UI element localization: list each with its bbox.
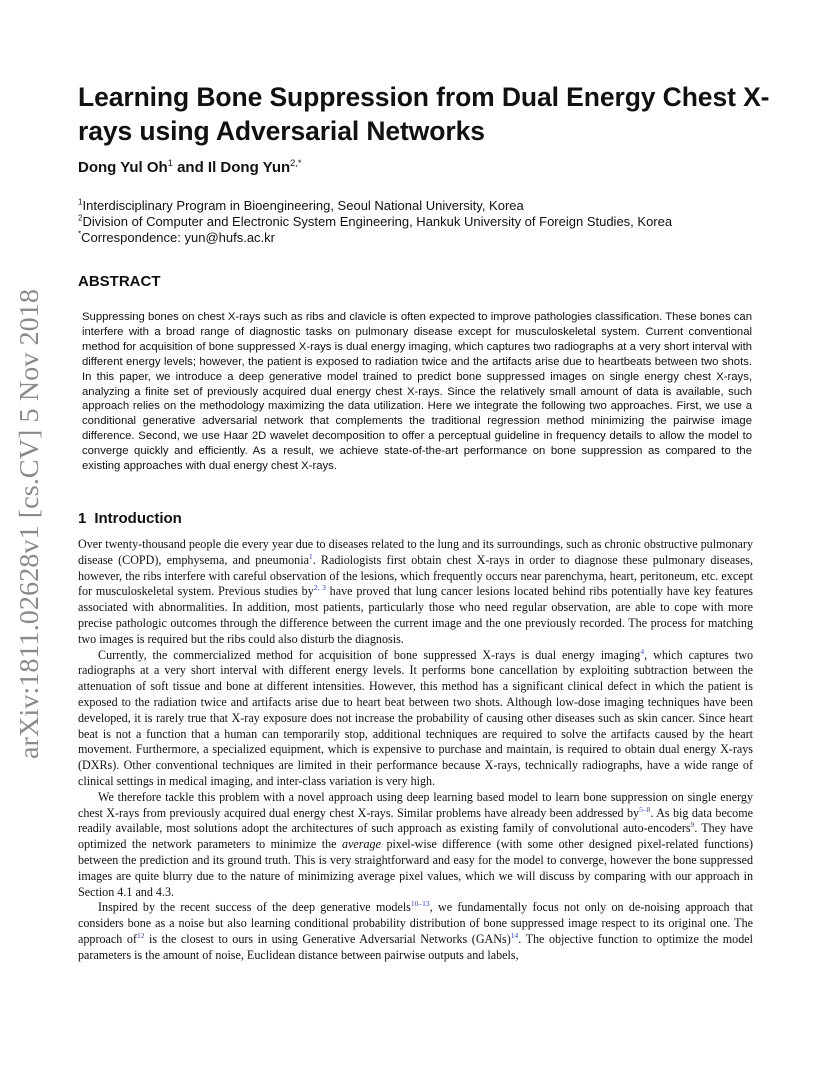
citation-link[interactable]: 4 [640,646,645,656]
correspondence-text: Correspondence: yun@hufs.ac.kr [81,230,275,245]
citation-link[interactable]: 9 [690,820,695,830]
author-affiliation-marker: 1 [167,158,173,168]
affiliation [78,214,778,230]
citation-link[interactable]: 12 [136,930,145,940]
abstract-heading: ABSTRACT [78,273,161,290]
abstract-text: Suppressing bones on chest X-rays such as ribs and clavicle is often expected to improve pathologies classification. These bones can interfere with a broad range of diagnostic tasks on pulmonary disease except for musculoskeletal system. Current conventional method for acquisition of bone suppressed X-rays is dual energy imaging, which captures two radiographs at a very short interval with different energy levels; however, the patient is exposed to radiation twice and the artifacts arise due to heartbeats between two shots. In this paper, we introduce a deep generative model trained to predict bone suppressed images on single energy chest X-rays, analyzing a finite set of previously acquired dual energy chest X-rays. Since the relatively small amount of data is available, such approach relies on the methodology maximizing the data utilization. Here we integrate the following two approaches. First, we use a conditional generative adversarial network that complements the traditional regression method minimizing the pairwise image difference. Second, we use Haar 2D wavelet decomposition to offer a perceptual guideline in frequency details to allow the model to converge quickly and efficiently. As a result, we achieve state-of-the-art performance on bone suppression as compared to the existing approaches with dual energy chest X-rays. [82,311,752,473]
affiliation-text: Division of Computer and Electronic System Engineering, Hankuk University of Foreign Studies, Korea [82,214,673,229]
citation-link[interactable]: 1 [308,551,313,561]
affiliation-marker: * [78,229,82,239]
affiliation-text: Interdisciplinary Program in Bioengineering, Seoul National University, Korea [82,198,524,213]
author-affiliation-marker: 2,* [290,158,302,168]
correspondence [78,230,778,246]
body-paragraph [78,900,753,963]
citation-link[interactable]: 10–13 [410,899,430,909]
paragraph-text: . As big data become readily available, most solutions adopt the architectures of such approach as existing family of convolutional auto-encoders [78,805,753,836]
affiliation-list [78,198,778,246]
paragraph-text: is the closest to ours in using Generative Adversarial Networks (GANs) [144,931,511,946]
paper-title: Learning Bone Suppression from Dual Energy Chest X-rays using Adversarial Networks [78,82,770,146]
arxiv-stamp [2,287,58,762]
introduction-body [78,537,753,964]
emphasis-text: average [342,837,381,852]
paragraph-text: Currently, the commercialized method for acquisition of bone suppressed X-rays is dual energy imaging [98,647,641,662]
affiliation [78,198,778,214]
citation-link[interactable]: 5–8 [639,804,651,814]
author-name: Dong Yul Oh [78,159,168,176]
arxiv-identifier: arXiv:1811.02628v1 [cs.CV] 5 Nov 2018 [14,310,44,759]
section-title: Introduction [94,510,182,527]
paragraph-text: . Radiologists first obtain chest X-rays in order to diagnose these pulmonary diseases, however, the ribs interfere with careful observation of the lesions, which frequently occurs near parenchyma, heart, peritoneum, etc. except for musculoskeletal system. Previous studies by [78,552,753,599]
author-list [78,158,302,178]
citation-link[interactable]: 2, 3 [313,583,326,593]
paragraph-text: Over twenty-thousand people die every year due to diseases related to the lung and its surroundings, such as chronic obstructive pulmonary disease (COPD), emphysema, and pneumonia [78,537,753,567]
affiliation-marker: 1 [78,197,83,207]
section-heading-introduction [78,510,182,527]
body-paragraph [78,648,753,790]
author-separator: and [172,159,208,176]
affiliation-marker: 2 [78,213,83,223]
author-name: Il Dong Yun [207,159,291,176]
paragraph-text: , which captures two radiographs at a very short interval with different energy levels. It performs bone cancellation by exploiting subtraction between the attenuation of soft tissue and bone at different intensities. However, this method has a significant clinical defect in which the patient is exposed to the radiation twice and artifacts arise due to heart beat between two shots. Although low-dose imaging techniques have been developed, it is rarely true that X-ray exposure does not increase the probability of causing other diseases such as skin cancer. Since heart beat is not a function that a human can temporarily stop, additional techniques are required to solve the artifacts caused by the heart movement. Furthermore, a specialized equipment, which is expensive to purchase and maintain, is required to obtain dual energy X-rays (DXRs). Other conventional techniques are limited in their performance because X-rays, technically radiographs, have a wide range of clinical settings in medical imaging, and inter-class variation is very high. [78,647,753,788]
citation-link[interactable]: 14 [510,930,519,940]
paragraph-text: . They have optimized the network parameters to minimize the [78,821,754,852]
section-number: 1 [78,510,87,527]
paragraph-text: Inspired by the recent success of the deep generative models [98,900,411,915]
paragraph-text: pixel-wise difference (with some other designed pixel-related functions) between the prediction and its ground truth. This is very straightforward and easy for the model to converge, however the bone suppressed images are quite blurry due to the nature of minimizing average pixel values, which we will discuss by comparing with our approach in Section 4.1 and 4.3. [78,837,753,899]
paragraph-text: We therefore tackle this problem with a novel approach using deep learning based model to learn bone suppression on single energy chest X-rays from previously acquired dual energy chest X-rays. Similar problems have already been addressed by [78,789,753,820]
paragraph-text: , we fundamentally focus not only on de-noising approach that considers bone as a noise but also learning conditional probability distribution of bone suppressed image respect to its original one. The approach of [78,900,753,946]
paragraph-text: . The objective function to optimize the model parameters is the amount of noise, Euclidean distance between pairwise outputs and labels, [78,931,754,962]
body-paragraph [78,790,753,901]
body-paragraph [78,537,753,648]
paragraph-text: have proved that lung cancer lesions located behind ribs potentially have key features associated with abnormalities. In addition, most patients, particularly those who need regular observation, are able to cope with more precise pathologic outcomes through the difference between the current image and the one previously recorded. The process for matching two images is required but the ribs could also disturb the diagnosis. [78,584,753,646]
